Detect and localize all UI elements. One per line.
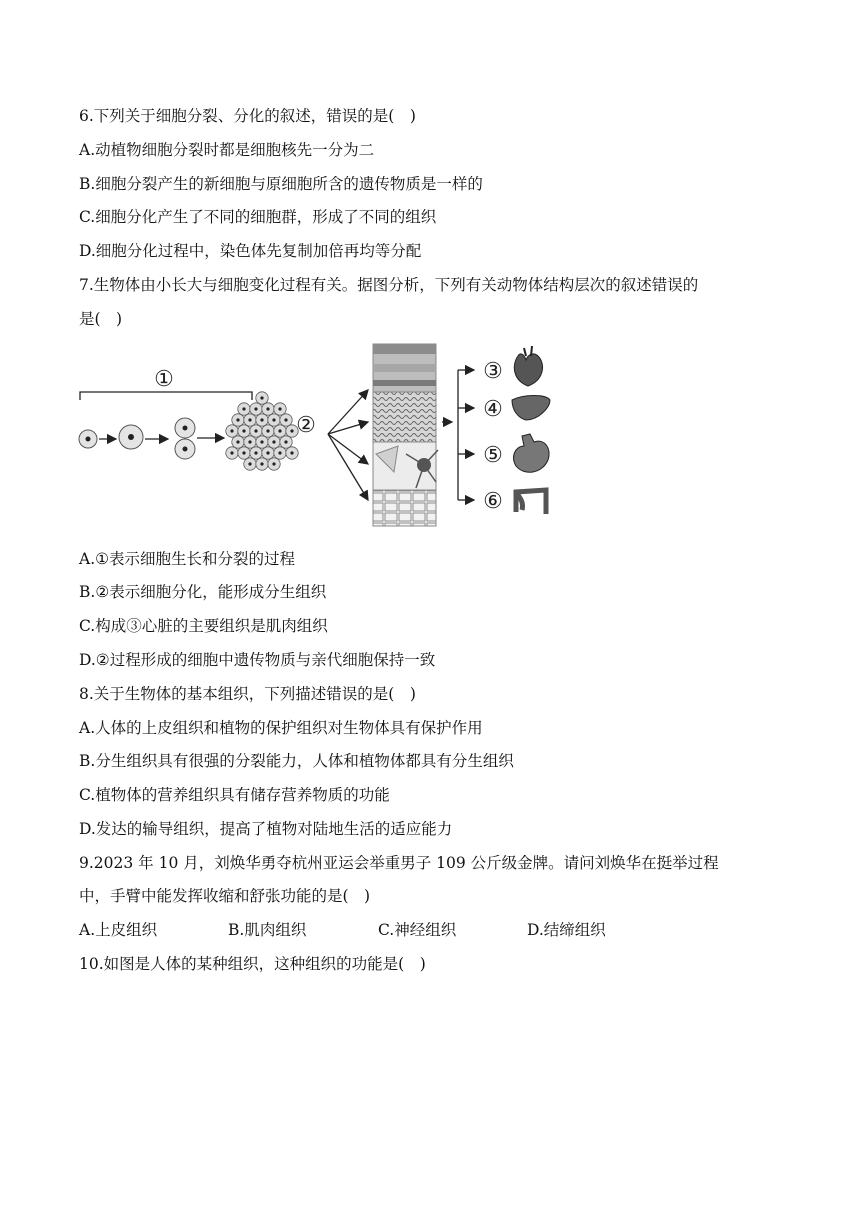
liver-icon [512, 396, 550, 421]
q9-option-d: D.结缔组织 [527, 921, 606, 939]
q7-option-d: D.②过程形成的细胞中遗传物质与亲代细胞保持一致 [79, 651, 436, 669]
two-cells [175, 418, 195, 459]
tissue-images [373, 344, 438, 526]
cluster-cell-nucleus [260, 462, 263, 465]
cluster-cell-nucleus [236, 440, 239, 443]
cluster-cell-nucleus [248, 418, 251, 421]
cluster-cell-nucleus [254, 429, 257, 432]
q9-option-a: A.上皮组织 [79, 921, 158, 939]
intestine-icon [516, 490, 546, 514]
q9-stem-line1: 9.2023 年 10 月，刘焕华勇夺杭州亚运会举重男子 109 公斤级金牌。请问刘焕华在挺举过程 [79, 854, 719, 872]
cluster-cell-nucleus [254, 407, 257, 410]
q7-option-c: C.构成③心脏的主要组织是肌肉组织 [79, 617, 328, 635]
q10-stem: 10.如图是人体的某种组织，这种组织的功能是( ) [79, 955, 426, 973]
grown-cell [119, 425, 143, 449]
q7-option-b: B.②表示细胞分化，能形成分生组织 [79, 583, 327, 601]
cluster-cell-nucleus [278, 451, 281, 454]
cell-cluster [226, 392, 298, 470]
cluster-cell-nucleus [284, 418, 287, 421]
cluster-cell-nucleus [242, 407, 245, 410]
label-organ-3: ③ [483, 359, 503, 384]
q9-option-b: B.肌肉组织 [228, 921, 307, 939]
q8-option-a: A.人体的上皮组织和植物的保护组织对生物体具有保护作用 [79, 719, 483, 737]
q6-option-d: D.细胞分化过程中，染色体先复制加倍再均等分配 [79, 242, 422, 260]
cluster-cell-nucleus [242, 429, 245, 432]
cluster-cell-nucleus [272, 418, 275, 421]
q6-option-a: A.动植物细胞分裂时都是细胞核先一分为二 [79, 141, 375, 159]
label-organ-5: ⑤ [483, 443, 503, 468]
cluster-cell-nucleus [272, 462, 275, 465]
cluster-cell-nucleus [248, 462, 251, 465]
q9-stem-line2: 中，手臂中能发挥收缩和舒张功能的是( ) [79, 887, 371, 905]
q9-option-c: C.神经组织 [378, 921, 457, 939]
q6-option-b: B.细胞分裂产生的新细胞与原细胞所含的遗传物质是一样的 [79, 175, 483, 193]
label-organ-4: ④ [483, 397, 503, 422]
cluster-cell-nucleus [260, 440, 263, 443]
q8-stem: 8.关于生物体的基本组织，下列描述错误的是( ) [79, 685, 416, 703]
q8-option-b: B.分生组织具有很强的分裂能力，人体和植物体都具有分生组织 [79, 752, 514, 770]
label-organ-6: ⑥ [483, 489, 503, 514]
stomach-icon [514, 434, 549, 472]
single-cell [79, 430, 97, 448]
heart-icon [514, 346, 542, 386]
cluster-cell-nucleus [254, 451, 257, 454]
q7-option-a: A.①表示细胞生长和分裂的过程 [79, 550, 296, 568]
cluster-cell-nucleus [260, 418, 263, 421]
cluster-cell-nucleus [266, 451, 269, 454]
q7-stem-line2: 是( ) [79, 310, 123, 328]
label-process-1: ① [154, 367, 174, 392]
q8-option-d: D.发达的输导组织，提高了植物对陆地生活的适应能力 [79, 820, 453, 838]
cluster-cell-nucleus [230, 451, 233, 454]
cluster-cell-nucleus [266, 407, 269, 410]
q7-stem-line1: 7.生物体由小长大与细胞变化过程有关。据图分析，下列有关动物体结构层次的叙述错误的 [79, 276, 699, 294]
q6-stem: 6.下列关于细胞分裂、分化的叙述，错误的是( ) [79, 107, 416, 125]
q6-option-c: C.细胞分化产生了不同的细胞群，形成了不同的组织 [79, 208, 437, 226]
cluster-cell-nucleus [290, 451, 293, 454]
cluster-cell-nucleus [278, 407, 281, 410]
q8-option-c: C.植物体的营养组织具有储存营养物质的功能 [79, 786, 390, 804]
cluster-cell-nucleus [242, 451, 245, 454]
cluster-cell-nucleus [278, 429, 281, 432]
cluster-cell-nucleus [266, 429, 269, 432]
cell-development-diagram [76, 342, 556, 532]
cluster-cell-nucleus [260, 396, 263, 399]
cluster-cell-nucleus [290, 429, 293, 432]
cluster-cell-nucleus [236, 418, 239, 421]
cluster-cell-nucleus [230, 429, 233, 432]
cluster-cell-nucleus [272, 440, 275, 443]
label-process-2: ② [296, 413, 316, 438]
cluster-cell-nucleus [248, 440, 251, 443]
cluster-cell-nucleus [284, 440, 287, 443]
process-1-bracket [80, 392, 252, 400]
